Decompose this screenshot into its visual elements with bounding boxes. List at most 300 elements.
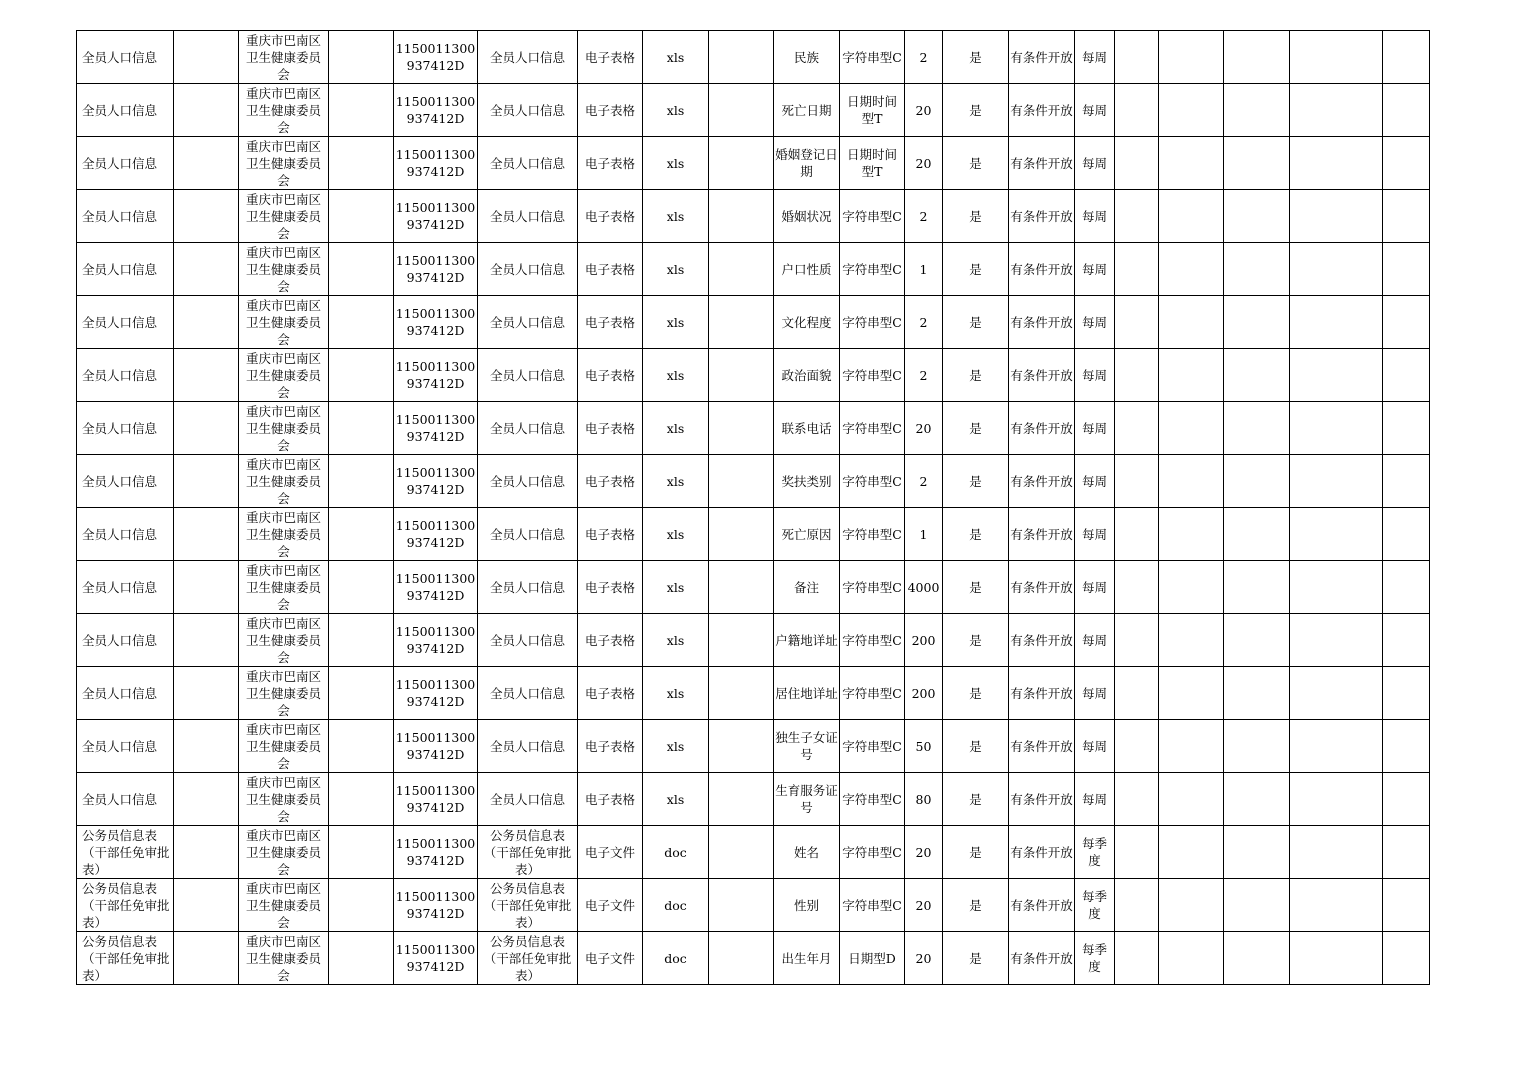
- cell-empty: [1159, 455, 1224, 508]
- cell-provider-org: 重庆市巴南区卫生健康委员会: [239, 826, 329, 879]
- cell-empty: [1383, 508, 1430, 561]
- cell-empty: [1115, 879, 1159, 932]
- cell-resource-name: 全员人口信息: [77, 137, 174, 190]
- cell-update-frequency: 每季度: [1075, 932, 1115, 985]
- cell-org-code: 1150011300937412D: [394, 826, 478, 879]
- cell-empty: [1383, 349, 1430, 402]
- cell-col-2-empty: [174, 349, 239, 402]
- cell-field-length: 2: [905, 349, 943, 402]
- table-row: [77, 31, 1430, 84]
- cell-empty: [1159, 614, 1224, 667]
- cell-empty: [1159, 296, 1224, 349]
- cell-update-frequency: 每周: [1075, 296, 1115, 349]
- cell-resource-title: 全员人口信息: [478, 561, 578, 614]
- cell-file-format: xls: [643, 508, 709, 561]
- cell-resource-name: 全员人口信息: [77, 190, 174, 243]
- cell-resource-title: 全员人口信息: [478, 773, 578, 826]
- cell-resource-name: 全员人口信息: [77, 720, 174, 773]
- cell-update-frequency: 每季度: [1075, 879, 1115, 932]
- cell-open-condition: 有条件开放: [1009, 296, 1075, 349]
- cell-data-type: 日期时间型T: [840, 137, 905, 190]
- cell-empty: [1224, 614, 1290, 667]
- cell-data-type: 字符串型C: [840, 614, 905, 667]
- cell-required-flag: 是: [943, 243, 1009, 296]
- cell-data-type: 字符串型C: [840, 667, 905, 720]
- cell-resource-name: 公务员信息表（干部任免审批表）: [77, 932, 174, 985]
- cell-empty: [1383, 826, 1430, 879]
- cell-org-code: 1150011300937412D: [394, 137, 478, 190]
- cell-format-type: 电子表格: [578, 349, 643, 402]
- cell-resource-title: 全员人口信息: [478, 137, 578, 190]
- cell-update-frequency: 每周: [1075, 667, 1115, 720]
- cell-resource-name: 全员人口信息: [77, 349, 174, 402]
- cell-open-condition: 有条件开放: [1009, 84, 1075, 137]
- cell-open-condition: 有条件开放: [1009, 31, 1075, 84]
- cell-required-flag: 是: [943, 84, 1009, 137]
- cell-resource-name: 公务员信息表（干部任免审批表）: [77, 879, 174, 932]
- cell-required-flag: 是: [943, 349, 1009, 402]
- cell-format-type: 电子表格: [578, 614, 643, 667]
- data-catalog-table: [76, 30, 1430, 985]
- cell-data-type: 字符串型C: [840, 31, 905, 84]
- cell-provider-org: 重庆市巴南区卫生健康委员会: [239, 296, 329, 349]
- cell-col-4-empty: [329, 720, 394, 773]
- cell-empty: [1290, 561, 1383, 614]
- cell-field-name: 联系电话: [774, 402, 840, 455]
- cell-open-condition: 有条件开放: [1009, 773, 1075, 826]
- cell-col-4-empty: [329, 932, 394, 985]
- cell-col-4-empty: [329, 667, 394, 720]
- table-row: [77, 137, 1430, 190]
- cell-empty: [1159, 349, 1224, 402]
- cell-empty: [1224, 773, 1290, 826]
- table-row: [77, 349, 1430, 402]
- cell-provider-org: 重庆市巴南区卫生健康委员会: [239, 773, 329, 826]
- cell-provider-org: 重庆市巴南区卫生健康委员会: [239, 455, 329, 508]
- cell-empty: [1383, 137, 1430, 190]
- cell-empty: [1224, 561, 1290, 614]
- cell-format-type: 电子表格: [578, 243, 643, 296]
- cell-update-frequency: 每周: [1075, 243, 1115, 296]
- cell-empty: [1290, 932, 1383, 985]
- cell-empty: [1159, 31, 1224, 84]
- cell-resource-name: 全员人口信息: [77, 455, 174, 508]
- cell-field-name: 户籍地详址: [774, 614, 840, 667]
- cell-col-2-empty: [174, 614, 239, 667]
- cell-field-name: 政治面貌: [774, 349, 840, 402]
- cell-empty: [1290, 667, 1383, 720]
- cell-resource-name: 公务员信息表（干部任免审批表）: [77, 826, 174, 879]
- cell-col-2-empty: [174, 720, 239, 773]
- cell-empty: [1159, 561, 1224, 614]
- cell-empty: [1115, 508, 1159, 561]
- cell-data-type: 字符串型C: [840, 508, 905, 561]
- cell-empty: [1115, 190, 1159, 243]
- cell-empty: [1224, 349, 1290, 402]
- cell-resource-title: 公务员信息表（干部任免审批表）: [478, 826, 578, 879]
- cell-field-length: 1: [905, 243, 943, 296]
- cell-resource-name: 全员人口信息: [77, 561, 174, 614]
- cell-empty: [1383, 614, 1430, 667]
- cell-org-code: 1150011300937412D: [394, 296, 478, 349]
- cell-required-flag: 是: [943, 455, 1009, 508]
- cell-provider-org: 重庆市巴南区卫生健康委员会: [239, 561, 329, 614]
- cell-empty: [1159, 720, 1224, 773]
- cell-provider-org: 重庆市巴南区卫生健康委员会: [239, 614, 329, 667]
- cell-empty: [1159, 773, 1224, 826]
- cell-empty: [1115, 296, 1159, 349]
- cell-provider-org: 重庆市巴南区卫生健康委员会: [239, 720, 329, 773]
- cell-empty: [1159, 190, 1224, 243]
- cell-data-type: 字符串型C: [840, 773, 905, 826]
- cell-data-type: 字符串型C: [840, 349, 905, 402]
- cell-col-9-empty: [709, 402, 774, 455]
- cell-col-2-empty: [174, 667, 239, 720]
- table-row: [77, 932, 1430, 985]
- cell-col-2-empty: [174, 402, 239, 455]
- cell-col-2-empty: [174, 508, 239, 561]
- cell-data-type: 字符串型C: [840, 455, 905, 508]
- cell-resource-name: 全员人口信息: [77, 614, 174, 667]
- cell-file-format: xls: [643, 455, 709, 508]
- cell-empty: [1383, 773, 1430, 826]
- cell-empty: [1224, 190, 1290, 243]
- cell-provider-org: 重庆市巴南区卫生健康委员会: [239, 932, 329, 985]
- cell-org-code: 1150011300937412D: [394, 190, 478, 243]
- cell-required-flag: 是: [943, 614, 1009, 667]
- cell-empty: [1115, 455, 1159, 508]
- cell-col-4-empty: [329, 614, 394, 667]
- cell-field-length: 200: [905, 667, 943, 720]
- cell-open-condition: 有条件开放: [1009, 826, 1075, 879]
- cell-col-4-empty: [329, 773, 394, 826]
- cell-col-4-empty: [329, 508, 394, 561]
- table-row: [77, 190, 1430, 243]
- cell-col-4-empty: [329, 243, 394, 296]
- cell-format-type: 电子表格: [578, 84, 643, 137]
- cell-col-9-empty: [709, 296, 774, 349]
- table-row: [77, 508, 1430, 561]
- cell-col-4-empty: [329, 879, 394, 932]
- cell-org-code: 1150011300937412D: [394, 402, 478, 455]
- cell-format-type: 电子表格: [578, 137, 643, 190]
- cell-provider-org: 重庆市巴南区卫生健康委员会: [239, 879, 329, 932]
- cell-resource-title: 公务员信息表（干部任免审批表）: [478, 879, 578, 932]
- cell-org-code: 1150011300937412D: [394, 508, 478, 561]
- cell-empty: [1115, 826, 1159, 879]
- cell-col-2-empty: [174, 137, 239, 190]
- cell-format-type: 电子表格: [578, 773, 643, 826]
- table-row: [77, 614, 1430, 667]
- cell-update-frequency: 每周: [1075, 561, 1115, 614]
- cell-empty: [1224, 455, 1290, 508]
- cell-field-length: 20: [905, 84, 943, 137]
- table-row: [77, 879, 1430, 932]
- cell-org-code: 1150011300937412D: [394, 84, 478, 137]
- cell-resource-name: 全员人口信息: [77, 402, 174, 455]
- cell-col-2-empty: [174, 455, 239, 508]
- table-row: [77, 243, 1430, 296]
- cell-file-format: xls: [643, 296, 709, 349]
- cell-org-code: 1150011300937412D: [394, 667, 478, 720]
- cell-format-type: 电子表格: [578, 720, 643, 773]
- cell-field-name: 生育服务证号: [774, 773, 840, 826]
- cell-empty: [1290, 137, 1383, 190]
- cell-col-2-empty: [174, 31, 239, 84]
- cell-file-format: doc: [643, 879, 709, 932]
- cell-field-length: 2: [905, 31, 943, 84]
- cell-empty: [1224, 137, 1290, 190]
- cell-update-frequency: 每季度: [1075, 826, 1115, 879]
- cell-empty: [1159, 879, 1224, 932]
- cell-field-length: 2: [905, 190, 943, 243]
- cell-data-type: 日期时间型T: [840, 84, 905, 137]
- cell-empty: [1383, 667, 1430, 720]
- cell-col-9-empty: [709, 826, 774, 879]
- cell-empty: [1290, 296, 1383, 349]
- cell-col-2-empty: [174, 773, 239, 826]
- cell-update-frequency: 每周: [1075, 137, 1115, 190]
- cell-field-length: 20: [905, 826, 943, 879]
- cell-empty: [1383, 879, 1430, 932]
- cell-data-type: 字符串型C: [840, 243, 905, 296]
- cell-required-flag: 是: [943, 31, 1009, 84]
- cell-required-flag: 是: [943, 773, 1009, 826]
- cell-provider-org: 重庆市巴南区卫生健康委员会: [239, 190, 329, 243]
- cell-field-name: 独生子女证号: [774, 720, 840, 773]
- cell-format-type: 电子文件: [578, 932, 643, 985]
- cell-field-name: 民族: [774, 31, 840, 84]
- cell-empty: [1224, 31, 1290, 84]
- cell-provider-org: 重庆市巴南区卫生健康委员会: [239, 402, 329, 455]
- cell-open-condition: 有条件开放: [1009, 190, 1075, 243]
- cell-col-2-empty: [174, 84, 239, 137]
- cell-format-type: 电子表格: [578, 508, 643, 561]
- cell-update-frequency: 每周: [1075, 720, 1115, 773]
- cell-resource-title: 全员人口信息: [478, 31, 578, 84]
- cell-empty: [1290, 243, 1383, 296]
- cell-data-type: 字符串型C: [840, 826, 905, 879]
- cell-col-4-empty: [329, 137, 394, 190]
- cell-empty: [1159, 508, 1224, 561]
- cell-org-code: 1150011300937412D: [394, 614, 478, 667]
- cell-field-name: 居住地详址: [774, 667, 840, 720]
- cell-field-length: 20: [905, 137, 943, 190]
- cell-format-type: 电子表格: [578, 667, 643, 720]
- cell-resource-title: 全员人口信息: [478, 508, 578, 561]
- table-row: [77, 773, 1430, 826]
- cell-col-2-empty: [174, 190, 239, 243]
- cell-col-9-empty: [709, 137, 774, 190]
- cell-empty: [1383, 561, 1430, 614]
- cell-org-code: 1150011300937412D: [394, 31, 478, 84]
- cell-file-format: xls: [643, 561, 709, 614]
- cell-resource-title: 全员人口信息: [478, 402, 578, 455]
- cell-format-type: 电子表格: [578, 455, 643, 508]
- cell-data-type: 字符串型C: [840, 296, 905, 349]
- cell-empty: [1290, 614, 1383, 667]
- cell-resource-name: 全员人口信息: [77, 296, 174, 349]
- cell-field-name: 备注: [774, 561, 840, 614]
- cell-file-format: xls: [643, 137, 709, 190]
- cell-empty: [1115, 84, 1159, 137]
- cell-file-format: xls: [643, 720, 709, 773]
- cell-field-length: 20: [905, 932, 943, 985]
- cell-field-name: 出生年月: [774, 932, 840, 985]
- cell-open-condition: 有条件开放: [1009, 137, 1075, 190]
- cell-file-format: xls: [643, 667, 709, 720]
- cell-resource-title: 全员人口信息: [478, 243, 578, 296]
- cell-format-type: 电子表格: [578, 296, 643, 349]
- cell-col-9-empty: [709, 720, 774, 773]
- cell-required-flag: 是: [943, 508, 1009, 561]
- cell-resource-name: 全员人口信息: [77, 508, 174, 561]
- cell-required-flag: 是: [943, 932, 1009, 985]
- cell-empty: [1290, 826, 1383, 879]
- cell-resource-title: 全员人口信息: [478, 455, 578, 508]
- cell-empty: [1224, 720, 1290, 773]
- cell-col-4-empty: [329, 31, 394, 84]
- cell-empty: [1159, 932, 1224, 985]
- cell-empty: [1383, 243, 1430, 296]
- cell-field-name: 性别: [774, 879, 840, 932]
- cell-field-length: 20: [905, 402, 943, 455]
- cell-empty: [1115, 720, 1159, 773]
- cell-data-type: 字符串型C: [840, 879, 905, 932]
- cell-required-flag: 是: [943, 720, 1009, 773]
- cell-update-frequency: 每周: [1075, 508, 1115, 561]
- cell-field-name: 文化程度: [774, 296, 840, 349]
- cell-col-2-empty: [174, 826, 239, 879]
- cell-resource-title: 全员人口信息: [478, 296, 578, 349]
- cell-org-code: 1150011300937412D: [394, 932, 478, 985]
- cell-file-format: xls: [643, 84, 709, 137]
- cell-col-9-empty: [709, 84, 774, 137]
- cell-resource-title: 公务员信息表（干部任免审批表）: [478, 932, 578, 985]
- cell-update-frequency: 每周: [1075, 31, 1115, 84]
- cell-empty: [1383, 932, 1430, 985]
- cell-empty: [1115, 667, 1159, 720]
- cell-empty: [1383, 402, 1430, 455]
- cell-file-format: xls: [643, 402, 709, 455]
- cell-field-name: 奖扶类别: [774, 455, 840, 508]
- cell-field-length: 2: [905, 296, 943, 349]
- cell-resource-title: 全员人口信息: [478, 190, 578, 243]
- cell-file-format: xls: [643, 243, 709, 296]
- cell-empty: [1383, 455, 1430, 508]
- cell-empty: [1290, 879, 1383, 932]
- cell-empty: [1115, 137, 1159, 190]
- cell-empty: [1290, 190, 1383, 243]
- cell-update-frequency: 每周: [1075, 773, 1115, 826]
- cell-org-code: 1150011300937412D: [394, 561, 478, 614]
- cell-col-9-empty: [709, 667, 774, 720]
- table-row: [77, 402, 1430, 455]
- cell-empty: [1224, 296, 1290, 349]
- cell-required-flag: 是: [943, 561, 1009, 614]
- cell-empty: [1159, 667, 1224, 720]
- table-row: [77, 561, 1430, 614]
- cell-data-type: 字符串型C: [840, 402, 905, 455]
- cell-open-condition: 有条件开放: [1009, 508, 1075, 561]
- cell-field-name: 婚姻登记日期: [774, 137, 840, 190]
- cell-empty: [1224, 932, 1290, 985]
- cell-update-frequency: 每周: [1075, 402, 1115, 455]
- cell-empty: [1159, 137, 1224, 190]
- cell-provider-org: 重庆市巴南区卫生健康委员会: [239, 667, 329, 720]
- cell-provider-org: 重庆市巴南区卫生健康委员会: [239, 243, 329, 296]
- cell-empty: [1224, 84, 1290, 137]
- cell-col-9-empty: [709, 349, 774, 402]
- cell-col-9-empty: [709, 31, 774, 84]
- cell-empty: [1290, 31, 1383, 84]
- cell-field-length: 4000: [905, 561, 943, 614]
- cell-file-format: xls: [643, 190, 709, 243]
- cell-empty: [1224, 879, 1290, 932]
- cell-field-name: 死亡原因: [774, 508, 840, 561]
- cell-field-length: 200: [905, 614, 943, 667]
- cell-open-condition: 有条件开放: [1009, 402, 1075, 455]
- cell-col-2-empty: [174, 932, 239, 985]
- cell-data-type: 字符串型C: [840, 720, 905, 773]
- cell-empty: [1224, 243, 1290, 296]
- cell-col-2-empty: [174, 561, 239, 614]
- cell-empty: [1115, 31, 1159, 84]
- cell-empty: [1159, 402, 1224, 455]
- cell-empty: [1290, 402, 1383, 455]
- cell-empty: [1115, 349, 1159, 402]
- table-row: [77, 720, 1430, 773]
- cell-format-type: 电子文件: [578, 826, 643, 879]
- cell-empty: [1115, 614, 1159, 667]
- cell-col-4-empty: [329, 402, 394, 455]
- cell-field-name: 姓名: [774, 826, 840, 879]
- cell-col-2-empty: [174, 243, 239, 296]
- cell-file-format: xls: [643, 31, 709, 84]
- cell-col-9-empty: [709, 561, 774, 614]
- cell-field-name: 户口性质: [774, 243, 840, 296]
- cell-open-condition: 有条件开放: [1009, 455, 1075, 508]
- cell-resource-name: 全员人口信息: [77, 243, 174, 296]
- cell-resource-name: 全员人口信息: [77, 31, 174, 84]
- cell-col-9-empty: [709, 773, 774, 826]
- cell-required-flag: 是: [943, 402, 1009, 455]
- cell-field-name: 婚姻状况: [774, 190, 840, 243]
- cell-empty: [1383, 190, 1430, 243]
- cell-empty: [1224, 826, 1290, 879]
- cell-update-frequency: 每周: [1075, 349, 1115, 402]
- cell-empty: [1383, 84, 1430, 137]
- cell-resource-title: 全员人口信息: [478, 720, 578, 773]
- cell-empty: [1159, 243, 1224, 296]
- cell-empty: [1115, 932, 1159, 985]
- cell-col-9-empty: [709, 614, 774, 667]
- cell-open-condition: 有条件开放: [1009, 879, 1075, 932]
- cell-required-flag: 是: [943, 137, 1009, 190]
- cell-data-type: 日期型D: [840, 932, 905, 985]
- cell-provider-org: 重庆市巴南区卫生健康委员会: [239, 508, 329, 561]
- cell-provider-org: 重庆市巴南区卫生健康委员会: [239, 137, 329, 190]
- cell-file-format: xls: [643, 349, 709, 402]
- cell-update-frequency: 每周: [1075, 84, 1115, 137]
- cell-required-flag: 是: [943, 296, 1009, 349]
- cell-org-code: 1150011300937412D: [394, 720, 478, 773]
- cell-update-frequency: 每周: [1075, 614, 1115, 667]
- cell-required-flag: 是: [943, 667, 1009, 720]
- cell-empty: [1159, 826, 1224, 879]
- cell-empty: [1115, 561, 1159, 614]
- cell-col-9-empty: [709, 243, 774, 296]
